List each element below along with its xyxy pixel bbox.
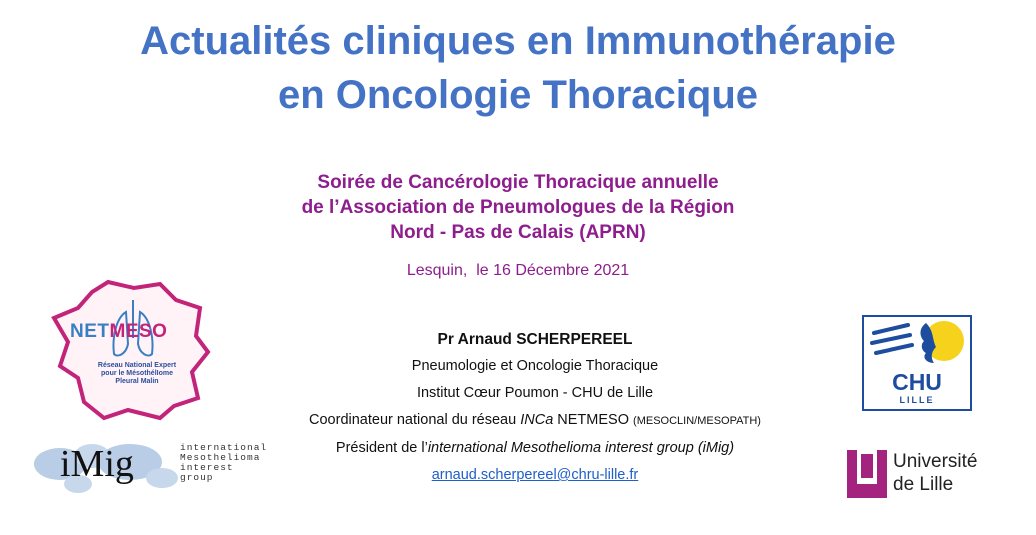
event-date: Lesquin, le 16 Décembre 2021 xyxy=(406,262,630,279)
author-institute: Institut Cœur Poumon - CHU de Lille xyxy=(416,385,654,401)
netmeso-tagline: Réseau National Expert pour le MésothélIome Pleural Malin xyxy=(97,362,177,385)
title-line-2: en Oncologie Thoracique xyxy=(277,73,759,117)
coordinator-detail: (MESOCLIN/MESOPATH) xyxy=(633,415,761,427)
slide-title xyxy=(0,14,1036,122)
author-block xyxy=(250,326,820,489)
imig-wordmark: iMig xyxy=(60,443,134,485)
president-prefix: Président de l’ xyxy=(335,440,428,456)
chu-city: LILLE xyxy=(899,395,935,405)
author-coordinator-line xyxy=(250,407,820,435)
title-line-1: Actualités cliniques en Immunothérapie xyxy=(140,19,896,63)
imig-logo xyxy=(30,434,270,498)
ulille-wordmark: Université de Lille xyxy=(893,451,978,495)
chu-wordmark: CHU xyxy=(892,369,942,395)
author-name: Pr Arnaud SCHERPEREEL xyxy=(437,331,633,348)
netmeso-france-shape xyxy=(48,278,218,422)
president-imig: international Mesothelioma interest group (iMig) xyxy=(427,440,735,456)
subtitle-line-3: Nord - Pas de Calais (APRN) xyxy=(390,222,646,243)
imig-tagline: international Mesothelioma interest group xyxy=(180,442,268,483)
coordinator-netmeso: NETMESO xyxy=(553,412,634,428)
author-president-line xyxy=(250,435,820,462)
author-email-link[interactable]: arnaud.scherpereel@chru-lille.fr xyxy=(431,467,639,483)
universite-lille-logo xyxy=(845,446,1005,502)
author-department: Pneumologie et Oncologie Thoracique xyxy=(411,358,659,374)
subtitle-line-1: Soirée de Cancérologie Thoracique annuelle xyxy=(317,172,719,193)
subtitle-line-2: de l’Association de Pneumologues de la Région xyxy=(301,197,735,218)
coordinator-inca: INCa xyxy=(520,412,554,428)
chu-profile-sun-icon xyxy=(864,317,970,369)
netmeso-wordmark: NETMESO xyxy=(70,321,168,342)
ulille-emblem-icon xyxy=(845,448,889,500)
coordinator-prefix: Coordinateur national du réseau xyxy=(309,412,521,428)
netmeso-logo xyxy=(48,278,218,422)
event-subtitle xyxy=(0,170,1036,245)
chu-lille-logo xyxy=(862,315,972,411)
